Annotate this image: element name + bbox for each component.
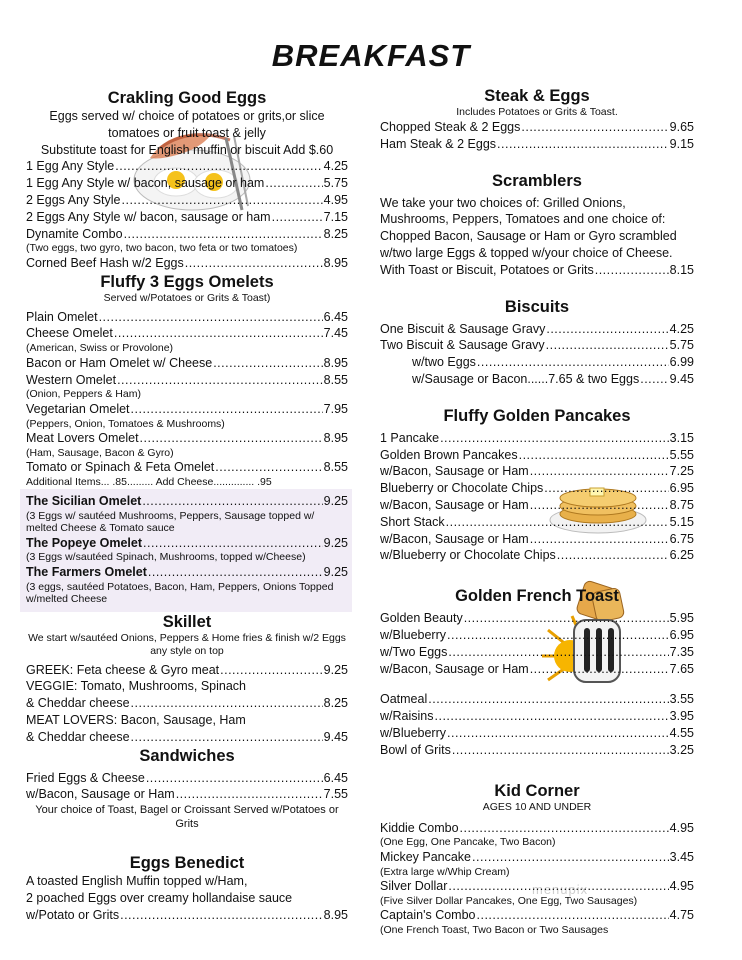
additional-items: Additional Items... .85......... Add Cheese.............. .95	[26, 476, 272, 489]
omelets-title: Fluffy 3 Eggs Omelets	[100, 272, 274, 291]
benedict-title: Eggs Benedict	[129, 854, 245, 873]
item-note: (Extra large w/Whip Cream)	[380, 865, 510, 878]
steak-subtitle: Includes Potatoes or Grits & Toast.	[456, 106, 618, 118]
eggs-substitute: Substitute toast for English muffin or biscuit Add $.60	[40, 142, 334, 157]
menu-item: GREEK: Feta cheese & Gyro meat ..... 9.25	[26, 662, 348, 679]
item-note: (3 Eggs w/sautéed Spinach, Mushrooms, topped w/Cheese)	[26, 551, 306, 564]
right-column	[380, 86, 694, 937]
menu-item: The Sicilian Omelet ..... 9.25	[26, 493, 348, 510]
benedict-line1: A toasted English Muffin topped w/Ham,	[26, 874, 248, 889]
menu-item: Short Stack ..... 5.15	[380, 514, 694, 531]
special-omelets-box	[20, 489, 352, 612]
item-note: (Onion, Peppers & Ham)	[26, 388, 141, 401]
menu-item: w/Bacon, Sausage or Ham ..... 7.25	[380, 463, 694, 480]
item-note: (Peppers, Onion, Tomatoes & Mushrooms)	[26, 417, 225, 430]
menu-item: Fried Eggs & Cheese ..... 6.45	[26, 770, 348, 787]
menu-item: 1 Egg Any Style w/ bacon, sausage or ham ..... 5.75	[26, 175, 348, 192]
menu-item: Captain's Combo ..... 4.75	[380, 907, 694, 924]
page-title: BREAKFAST	[271, 38, 471, 73]
menu-item: Ham Steak & 2 Eggs ..... 9.15	[380, 136, 694, 153]
pancakes-title: Fluffy Golden Pancakes	[443, 406, 631, 425]
menu-item: The Farmers Omelet ..... 9.25	[26, 564, 348, 581]
menu-item: 1 Egg Any Style ..... 4.25	[26, 158, 348, 175]
menu-item: & Cheddar cheese ..... 9.45	[26, 729, 348, 746]
menu-item: w/Two Eggs ..... 7.35	[380, 644, 694, 661]
skillet-meat: MEAT LOVERS: Bacon, Sausage, Ham	[26, 713, 246, 728]
menu-item: Corned Beef Hash w/2 Eggs ..... 8.95	[26, 255, 348, 272]
menu-item: Bacon or Ham Omelet w/ Cheese ..... 8.95	[26, 355, 348, 372]
menu-item: Blueberry or Chocolate Chips ..... 6.95	[380, 480, 694, 497]
menu-item: Meat Lovers Omelet ..... 8.95	[26, 430, 348, 447]
menu-item: Mickey Pancake ..... 3.45	[380, 849, 694, 866]
omelets-subtitle: Served w/Potatoes or Grits & Toast)	[103, 291, 271, 304]
item-note: (Two eggs, two gyro, two bacon, two feta or two tomatoes)	[26, 242, 298, 255]
menu-item: The Popeye Omelet ..... 9.25	[26, 535, 348, 552]
menu-item: Golden Brown Pancakes ..... 5.55	[380, 447, 694, 464]
sandwiches-title: Sandwiches	[139, 746, 235, 765]
item-note: (Five Silver Dollar Pancakes, One Egg, Two Sausages)	[380, 894, 638, 907]
menu-item: Two Biscuit & Sausage Gravy ..... 5.75	[380, 337, 694, 354]
menu-item: Western Omelet ..... 8.55	[26, 372, 348, 389]
menu-item: w/Bacon, Sausage or Ham ..... 7.55	[26, 786, 348, 803]
menu-item: Vegetarian Omelet ..... 7.95	[26, 401, 348, 418]
menu-item: w/Sausage or Bacon......7.65 & two Eggs ..... 9.45	[380, 371, 694, 388]
benedict-line2: 2 poached Eggs over creamy hollandaise sauce	[26, 891, 293, 906]
skillet-veggie: VEGGIE: Tomato, Mushrooms, Spinach	[26, 679, 247, 694]
menu-item: 2 Eggs Any Style w/ bacon, sausage or ham ..... 7.15	[26, 209, 348, 226]
menu-item: Golden Beauty ..... 5.95	[380, 610, 694, 627]
menu-item: w/two Eggs ..... 6.99	[380, 354, 694, 371]
menu-item: w/Bacon, Sausage or Ham ..... 8.75	[380, 497, 694, 514]
menu-item: & Cheddar cheese ..... 8.25	[26, 695, 348, 712]
menu-item: w/Bacon, Sausage or Ham ..... 7.65	[380, 661, 694, 678]
item-note: (Ham, Sausage, Bacon & Gyro)	[26, 446, 174, 459]
scramblers-title: Scramblers	[492, 171, 582, 190]
menu-item: w/Blueberry or Chocolate Chips ..... 6.25	[380, 547, 694, 564]
menu-item: Oatmeal ..... 3.55	[380, 691, 694, 708]
menu-item: Bowl of Grits ..... 3.25	[380, 742, 694, 759]
item-note: (One Egg, One Pancake, Two Bacon)	[380, 836, 556, 849]
menu-item: Chopped Steak & 2 Eggs ..... 9.65	[380, 119, 694, 136]
eggs-title: Crakling Good Eggs	[107, 89, 267, 107]
item-note: (One French Toast, Two Bacon or Two Sausages	[380, 924, 609, 937]
menu-item: w/Potato or Grits ..... 8.95	[26, 907, 348, 924]
menu-item: Tomato or Spinach & Feta Omelet ..... 8.55	[26, 459, 348, 476]
menu-item: Plain Omelet ..... 6.45	[26, 309, 348, 326]
menu-item: w/Blueberry ..... 6.95	[380, 627, 694, 644]
watermark: menupix	[532, 882, 589, 897]
left-column	[26, 88, 348, 924]
item-note: (3 Eggs w/ sautéed Mushrooms, Peppers, Sausage topped w/ melted Cheese & Tomato sauce	[26, 509, 315, 535]
menu-item: 1 Pancake ..... 3.15	[380, 430, 694, 447]
item-note: (3 eggs, sautéed Potatoes, Bacon, Ham, Peppers, Onions Topped w/melted Cheese	[26, 580, 334, 606]
biscuits-title: Biscuits	[504, 297, 570, 316]
kids-title: Kid Corner	[494, 781, 580, 800]
skillet-title: Skillet	[162, 612, 212, 631]
menu-item: w/Blueberry ..... 4.55	[380, 725, 694, 742]
french-toast-title: Golden French Toast	[455, 587, 619, 606]
skillet-subtitle: We start w/sautéed Onions, Peppers & Home fries & finish w/2 Eggs any style on top	[28, 631, 346, 657]
menu-item: Silver Dollar ..... 4.95	[380, 878, 694, 895]
eggs-intro: Eggs served w/ choice of potatoes or grits,or slice tomatoes or fruit toast & jelly	[49, 109, 325, 140]
menu-item: 2 Eggs Any Style ..... 4.95	[26, 192, 348, 209]
sandwiches-note: Your choice of Toast, Bagel or Croissant Served w/Potatoes or Grits	[35, 804, 339, 831]
menu-item: With Toast or Biscuit, Potatoes or Grits ..... 8.15	[380, 262, 694, 279]
menu-item: w/Raisins ..... 3.95	[380, 708, 694, 725]
kids-subtitle: AGES 10 AND UNDER	[482, 800, 592, 813]
menu-item: One Biscuit & Sausage Gravy ..... 4.25	[380, 321, 694, 338]
menu-item: w/Bacon, Sausage or Ham ..... 6.75	[380, 531, 694, 548]
menu-item: Dynamite Combo ..... 8.25	[26, 226, 348, 243]
menu-item: Cheese Omelet ..... 7.45	[26, 325, 348, 342]
scramblers-desc: We take your two choices of: Grilled Onions, Mushrooms, Peppers, Tomatoes and one choice of: Chopped Bacon, Sausage or Ham or Gyro scrambled w/two large Eggs & topped w/your choice of Cheese.	[380, 195, 677, 260]
item-note: (American, Swiss or Provolone)	[26, 342, 174, 355]
steak-title: Steak & Eggs	[484, 87, 590, 105]
menu-item: Kiddie Combo ..... 4.95	[380, 820, 694, 837]
